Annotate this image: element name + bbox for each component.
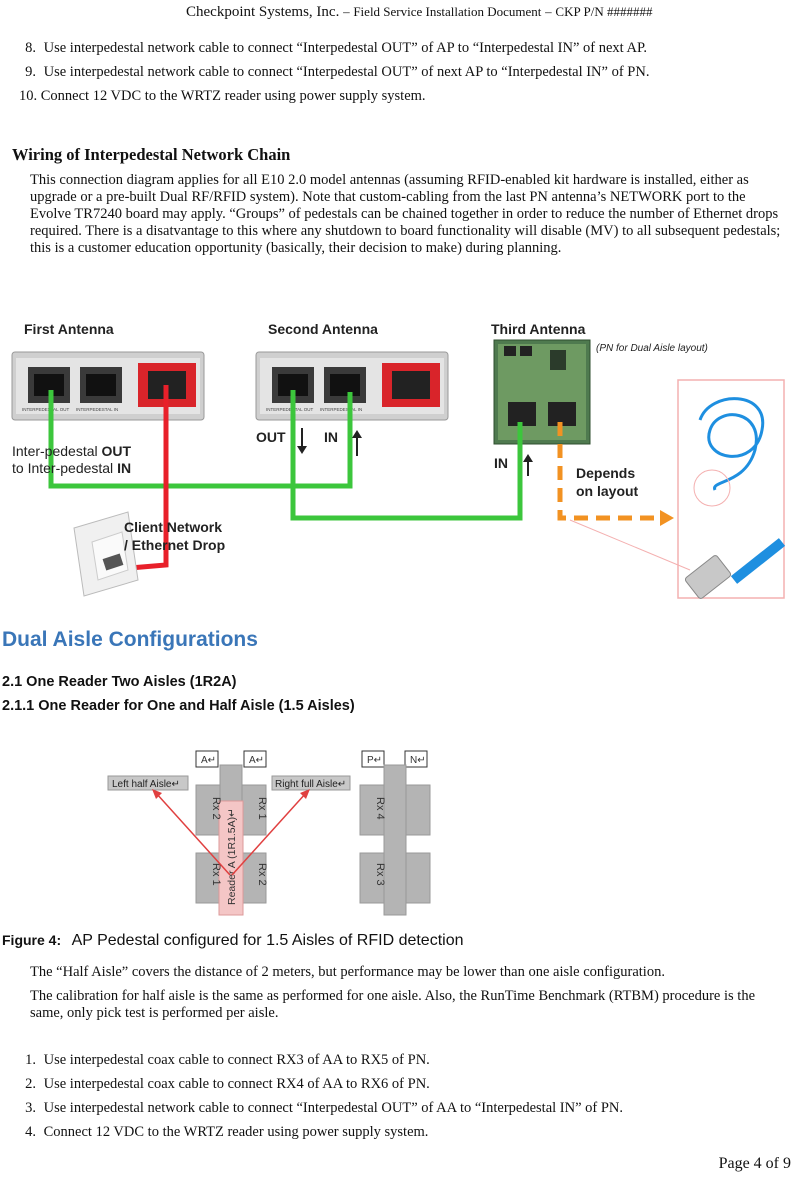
depends-line2: on layout [576, 483, 639, 499]
first-antenna-label: First Antenna [24, 321, 114, 337]
figure-label: Figure 4: [2, 932, 62, 948]
client-network-line1: Client Network [124, 519, 223, 535]
rx2-bottom-label: Rx 2 [256, 863, 268, 886]
right-full-aisle-label: Right full Aisle↵ [275, 779, 347, 790]
list-item [16, 1100, 623, 1117]
out-label: OUT [256, 429, 286, 445]
list-item [16, 1124, 428, 1141]
header-part-number: CKP P/N ####### [555, 4, 653, 19]
list-item-text: Use interpedestal coax cable to connect RX3 of AA to RX5 of PN. [43, 1052, 430, 1068]
page-header [186, 4, 652, 21]
page-number: Page 4 of 9 [718, 1155, 791, 1172]
header-separator: – [545, 4, 552, 19]
in-label: IN [324, 429, 338, 445]
header-separator: – [343, 4, 350, 19]
list-item [16, 40, 647, 57]
pedestal-configuration-diagram [100, 745, 440, 920]
first-antenna-panel [12, 352, 204, 420]
tag-a: A↵ [201, 755, 217, 766]
list-item [19, 88, 426, 105]
list-item-number: 2. [25, 1076, 36, 1092]
list-item-number: 9. [25, 64, 36, 80]
tag-a: A↵ [249, 755, 265, 766]
third-antenna-board [494, 340, 590, 444]
list-item-number: 4. [25, 1124, 36, 1140]
list-item-text: Connect 12 VDC to the WRTZ reader using power supply system. [40, 88, 426, 104]
list-item-text: Use interpedestal coax cable to connect RX4 of AA to RX6 of PN. [43, 1076, 430, 1092]
subheading-1r2a: 2.1 One Reader Two Aisles (1R2A) [2, 674, 237, 690]
rx1-bottom-label: Rx 1 [210, 863, 222, 886]
second-antenna-label: Second Antenna [268, 321, 378, 337]
list-item [16, 1052, 430, 1069]
list-item-text: Use interpedestal network cable to connect “Interpedestal OUT” of AP to “Interpedestal IN” of next AP. [43, 40, 648, 56]
port-label-in: INTERPEDESTAL IN [320, 407, 363, 412]
rx1-top-label: Rx 1 [256, 797, 268, 820]
half-aisle-paragraph: The “Half Aisle” covers the distance of 2 meters, but performance may be lower than one aisle configuration. [30, 964, 665, 980]
port-label-out: INTERPEDESTAL OUT [266, 407, 314, 412]
list-item-number: 1. [25, 1052, 36, 1068]
tag-p: P↵ [367, 755, 383, 766]
header-doc-type: Field Service Installation Document [353, 4, 542, 19]
interpedestal-label-line2: to Inter-pedestal IN [12, 460, 132, 476]
depends-line1: Depends [576, 465, 636, 481]
list-item-text: Connect 12 VDC to the WRTZ reader using power supply system. [43, 1124, 429, 1140]
list-item-number: 3. [25, 1100, 36, 1116]
header-company: Checkpoint Systems, Inc. [186, 4, 340, 20]
client-network-line2: / Ethernet Drop [124, 537, 226, 553]
figure-caption [2, 932, 464, 950]
pn-note: (PN for Dual Aisle layout) [596, 343, 708, 354]
rx4-label: Rx 4 [374, 797, 386, 820]
interpedestal-label-line1: Inter-pedestal OUT [12, 443, 132, 459]
port-label-in: INTERPEDESTAL IN [76, 407, 119, 412]
section-heading-wiring: Wiring of Interpedestal Network Chain [12, 145, 291, 164]
rx2-top-label: Rx 2 [210, 797, 222, 820]
third-antenna-label: Third Antenna [491, 321, 586, 337]
tag-n: N↵ [410, 755, 426, 766]
wiring-paragraph: This connection diagram applies for all E10 2.0 model antennas (assuming RFID-enabled kit hardware is installed, either as upgrade or a pre-built Dual RF/RFID system). Note that custom-cabling from the last PN antenna’s NETWORK port to the Evolve TR7240 board may apply. “Groups” of pedestals can be chained together in order to reduce the number of Ethernet drops required. There is a disatvantage to this where any shutdown to board functionality will disable (MV) to all subsequent pedestals; this is a customer education opportunity (basically, their decision to make) during planning. [30, 172, 781, 256]
port-label-out: INTERPEDESTAL OUT [22, 407, 70, 412]
reader-label: Reader A (1R1.5A)↵ [226, 808, 238, 905]
list-item [16, 1076, 430, 1093]
rx3-label: Rx 3 [374, 863, 386, 886]
list-item-number: 10. [19, 88, 38, 104]
subheading-1-5-aisles: 2.1.1 One Reader for One and Half Aisle (1.5 Aisles) [2, 698, 355, 714]
interpedestal-wiring-diagram [10, 310, 790, 605]
list-item-number: 8. [25, 40, 36, 56]
calibration-paragraph: The calibration for half aisle is the same as performed for one aisle. Also, the RunTime Benchmark (RTBM) procedure is the same, only pick test is performed per aisle. [30, 988, 756, 1021]
section-heading-dual-aisle: Dual Aisle Configurations [2, 628, 258, 651]
in-label-third: IN [494, 455, 508, 471]
left-half-aisle-label: Left half Aisle↵ [112, 779, 180, 790]
list-item-text: Use interpedestal network cable to connect “Interpedestal OUT” of AA to “Interpedestal IN” of PN. [43, 1100, 624, 1116]
figure-text: AP Pedestal configured for 1.5 Aisles of RFID detection [71, 932, 464, 949]
list-item [16, 64, 649, 81]
list-item-text: Use interpedestal network cable to connect “Interpedestal OUT” of next AP to “Interpedestal IN” of PN. [43, 64, 650, 80]
